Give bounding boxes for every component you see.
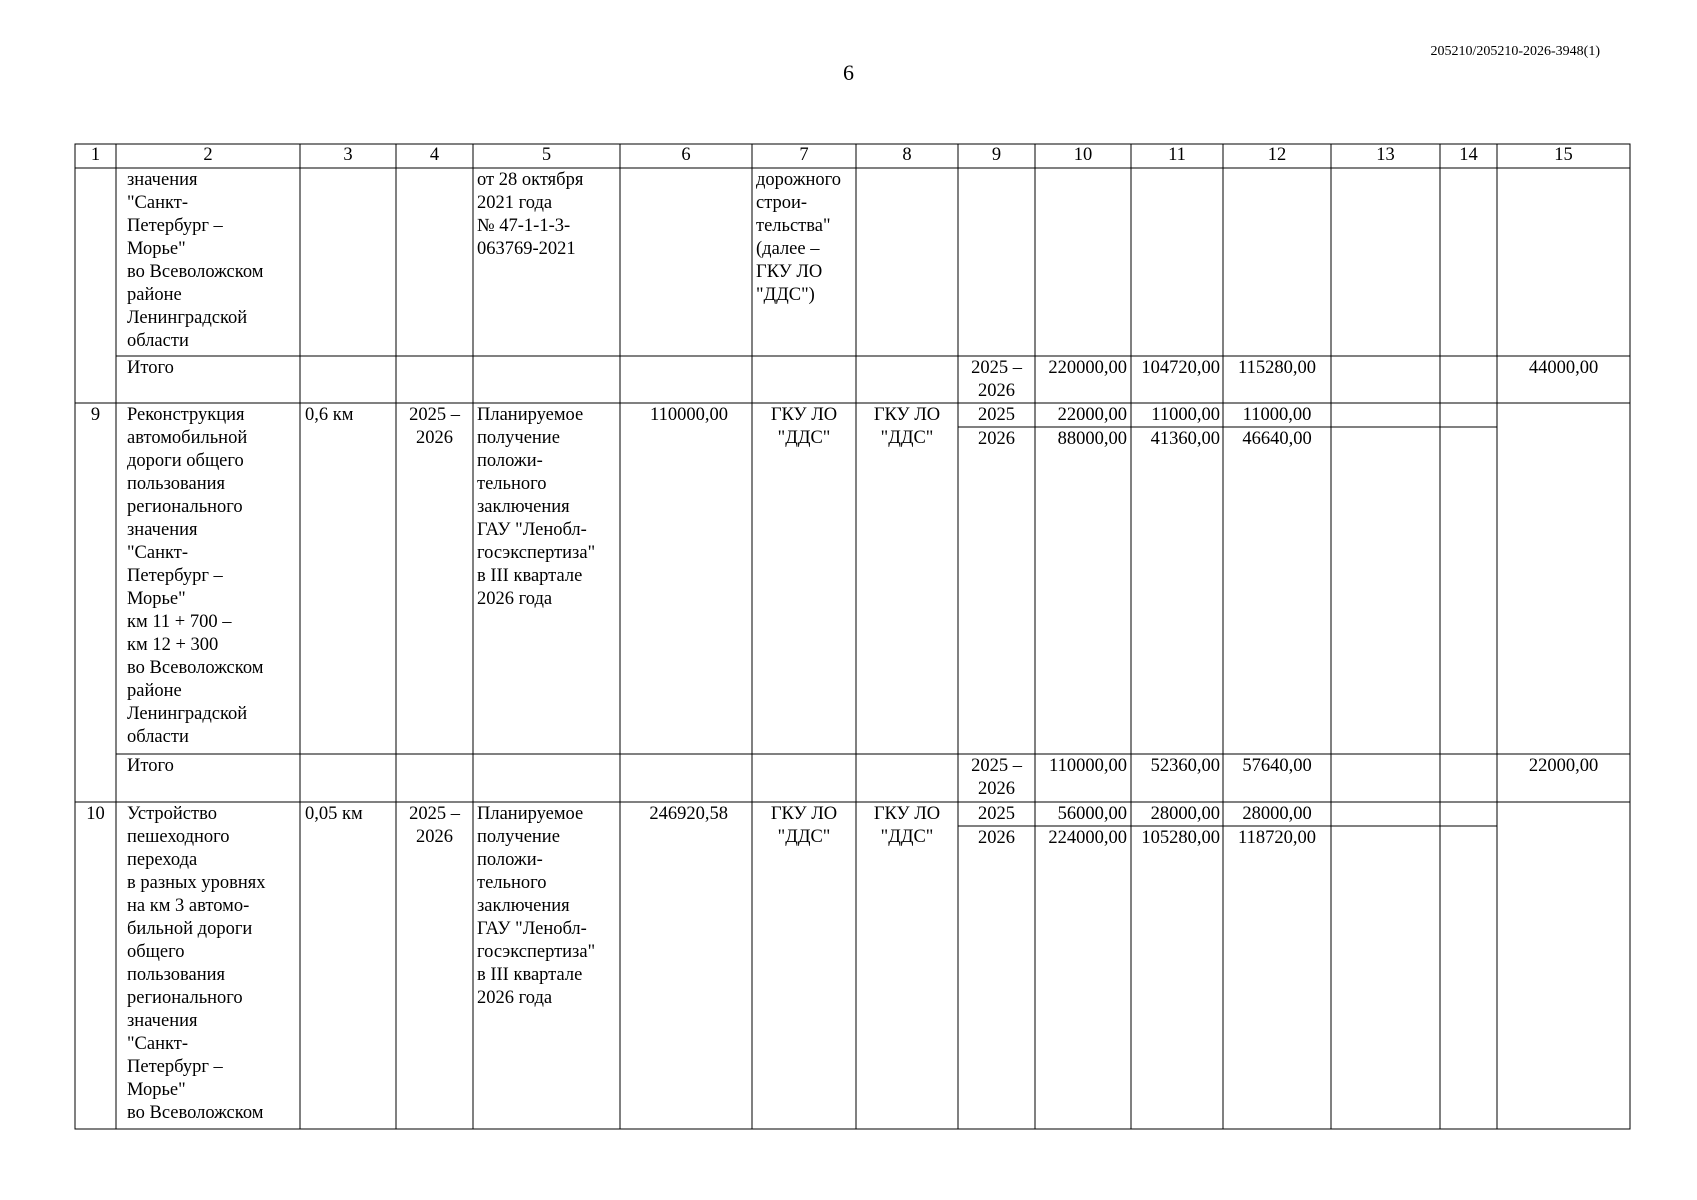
total-value: 220000,00 (1048, 358, 1127, 378)
total-period: 2025 – 2026 (971, 756, 1022, 799)
year-value: 41360,00 (1150, 429, 1220, 449)
total-label: Итого (127, 358, 174, 378)
col-header: 3 (343, 145, 353, 165)
period: 2025 – 2026 (409, 405, 460, 448)
total-label: Итого (127, 756, 174, 776)
capacity: 0,05 км (305, 804, 363, 824)
customer: ГКУ ЛО "ДДС" (770, 804, 838, 847)
year-value: 11000,00 (1242, 405, 1312, 425)
col-header: 13 (1376, 145, 1395, 165)
object-name: Реконструкция автомобильной дороги общего пользования регионального значения "Санкт- Петербург – Морье" км 11 + 700 – км 12 + 300 во Всеволожском районе Ленинградской области (127, 405, 264, 747)
year-value: 56000,00 (1057, 804, 1127, 824)
col-header: 7 (799, 145, 809, 165)
col-header: 11 (1168, 145, 1186, 165)
col-header: 9 (991, 145, 1002, 165)
col-header: 14 (1459, 145, 1478, 165)
row-number: 10 (86, 804, 105, 824)
capacity: 0,6 км (305, 405, 354, 425)
col-header: 10 (1073, 145, 1093, 165)
col-header: 12 (1267, 145, 1287, 165)
page-number: 6 (843, 60, 854, 85)
builder: ГКУ ЛО "ДДС" (873, 804, 941, 847)
basis-text: Планируемое получение положи- тельного заключения ГАУ "Ленобл- госэкспертиза" в III квартале 2026 года (477, 804, 596, 1008)
total-value: 104720,00 (1141, 358, 1220, 378)
col-header: 1 (90, 145, 101, 165)
total-value: 115280,00 (1238, 358, 1316, 378)
document-id: 205210/205210-2026-3948(1) (1430, 44, 1600, 59)
col-header: 5 (541, 145, 552, 165)
year-value: 28000,00 (1150, 804, 1220, 824)
period: 2025 – 2026 (409, 804, 460, 847)
year-value: 88000,00 (1057, 429, 1127, 449)
col-header: 2 (203, 145, 213, 165)
year-value: 46640,00 (1242, 429, 1312, 449)
col-header: 4 (429, 145, 440, 165)
customer-text: дорожного строи- тельства" (далее – ГКУ ЛО "ДДС") (756, 170, 842, 305)
total-value: 52360,00 (1150, 756, 1220, 776)
builder: ГКУ ЛО "ДДС" (873, 405, 941, 448)
total-value: 57640,00 (1242, 756, 1312, 776)
year-value: 224000,00 (1048, 828, 1127, 848)
year-cell: 2026 (978, 429, 1015, 449)
col-header: 8 (902, 145, 912, 165)
year-value: 11000,00 (1151, 405, 1220, 425)
year-value: 28000,00 (1242, 804, 1312, 824)
row-number: 9 (90, 405, 101, 425)
total-period: 2025 – 2026 (971, 358, 1022, 401)
object-name: Устройство пешеходного перехода в разных уровнях на км 3 автомо- бильной дороги общего пользования регионального значения "Санкт- Петербург – Морье" во Всеволожском (127, 804, 266, 1123)
total-value: 110000,00 (1049, 756, 1127, 776)
basis-text: Планируемое получение положи- тельного заключения ГАУ "Ленобл- госэкспертиза" в III квартале 2026 года (477, 405, 596, 609)
year-cell: 2025 (978, 405, 1015, 425)
col-header: 15 (1554, 145, 1573, 165)
year-value: 22000,00 (1057, 405, 1127, 425)
total-value: 22000,00 (1528, 756, 1599, 776)
year-cell: 2025 (978, 804, 1015, 824)
year-value: 118720,00 (1238, 828, 1316, 848)
basis-text: от 28 октября 2021 года № 47-1-1-3- 063769-2021 (477, 170, 584, 259)
year-cell: 2026 (978, 828, 1015, 848)
customer: ГКУ ЛО "ДДС" (770, 405, 838, 448)
col-header: 6 (681, 145, 691, 165)
total-value: 44000,00 (1528, 358, 1599, 378)
estimated-cost: 246920,58 (649, 804, 728, 824)
object-name: значения "Санкт- Петербург – Морье" во Всеволожском районе Ленинградской области (127, 170, 264, 351)
year-value: 105280,00 (1141, 828, 1220, 848)
estimated-cost: 110000,00 (650, 405, 728, 425)
